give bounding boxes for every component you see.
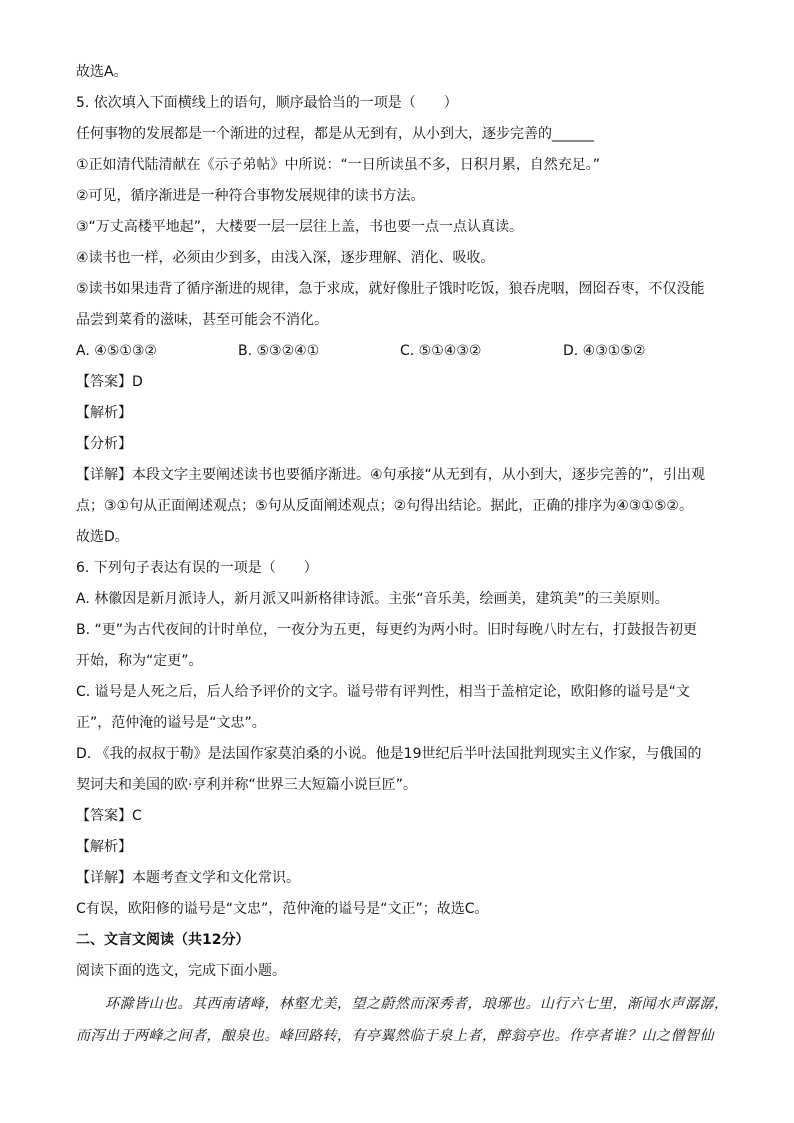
sentence-2: ②可见，循序渐进是一种符合事物发展规律的读书方法。 <box>76 188 425 204</box>
text-line: 故选D。 <box>76 529 129 545</box>
explanation-line: 点；③①句从正面阐述观点；⑤句从反面阐述观点；②句得出结论。据此，正确的排序为④③①⑤②。 <box>76 498 693 514</box>
classical-passage-line: 而泻出于两峰之间者，酿泉也。峰回路转，有亭翼然临于泉上者，醉翁亭也。作亭者谁？山之僧智仙 <box>76 1028 714 1044</box>
sentence-5: ⑤读书如果违背了循序渐进的规律，急于求成，就好像肚子饿时吃饭，狼吞虎咽，囫囵吞枣，不仅没能 <box>76 281 705 297</box>
option-d: D. 《我的叔叔于勒》是法国作家莫泊桑的小说。他是19世纪后半叶法国批判现实主义作家，与俄国的 <box>76 746 702 762</box>
option-d-cont: 契诃夫和美国的欧·亨利并称“世界三大短篇小说巨匠”。 <box>76 777 417 793</box>
option-c: C. ⑤①④③② <box>400 343 482 359</box>
option-b: B. ⑤③②④① <box>238 343 320 359</box>
analysis-label: 【解析】 <box>76 405 132 421</box>
explanation-line: 【详解】本段文字主要阐述读书也要循序渐进。④句承接“从无到有，从小到大，逐步完善的”，引出观 <box>76 467 706 483</box>
classical-passage-line: 环滁皆山也。其西南诸峰，林壑尤美，望之蔚然而深秀者，琅琊也。山行六七里，渐闻水声潺潺， <box>76 996 729 1012</box>
text-line: 故选A。 <box>76 64 128 80</box>
sentence-4: ④读书也一样，必须由少到多，由浅入深，逐步理解、消化、吸收。 <box>76 250 495 266</box>
explanation-line: 【详解】本题考查文学和文化常识。 <box>76 870 300 886</box>
analysis-sub-label: 【分析】 <box>76 436 132 452</box>
option-b: B. “更”为古代夜间的计时单位，一夜分为五更，每更约为两小时。旧时每晚八时左右，打鼓报告初更 <box>76 622 698 638</box>
option-b-cont: 开始，称为“定更”。 <box>76 653 203 669</box>
sentence-3: ③“万丈高楼平地起”，大楼要一层一层往上盖，书也要一点一点认真读。 <box>76 219 524 235</box>
answer-label: 【答案】C <box>76 808 142 824</box>
option-c-cont: 正”，范仲淹的谥号是“文忠”。 <box>76 715 266 731</box>
option-d: D. ④③①⑤② <box>563 343 646 359</box>
question-6-stem: 6. 下列句子表达有误的一项是（ ） <box>76 560 318 576</box>
sentence-1: ①正如清代陆清献在《示子弟帖》中所说：“一日所读虽不多，日积月累，自然充足。” <box>76 157 601 173</box>
explanation-line: C有误，欧阳修的谥号是“文忠”，范仲淹的谥号是“文正”；故选C。 <box>76 901 489 917</box>
option-c: C. 谥号是人死之后，后人给予评价的文字。谥号带有评判性，相当于盖棺定论，欧阳修的谥号是“文 <box>76 684 690 700</box>
sentence-5-cont: 品尝到菜肴的滋味，甚至可能会不消化。 <box>76 312 328 328</box>
section-heading: 二、文言文阅读（共12分） <box>76 932 250 948</box>
answer-label: 【答案】D <box>76 374 143 390</box>
option-a: A. ④⑤①③② <box>76 343 157 359</box>
question-5-stem: 5. 依次填入下面横线上的语句，顺序最恰当的一项是（ ） <box>76 95 458 111</box>
text-line: 阅读下面的选文，完成下面小题。 <box>76 963 286 979</box>
text-line: 任何事物的发展都是一个渐进的过程，都是从无到有，从小到大，逐步完善的______ <box>76 126 594 142</box>
analysis-label: 【解析】 <box>76 839 132 855</box>
option-a: A. 林徽因是新月派诗人，新月派又叫新格律诗派。主张“音乐美，绘画美，建筑美”的三美原则。 <box>76 591 669 607</box>
